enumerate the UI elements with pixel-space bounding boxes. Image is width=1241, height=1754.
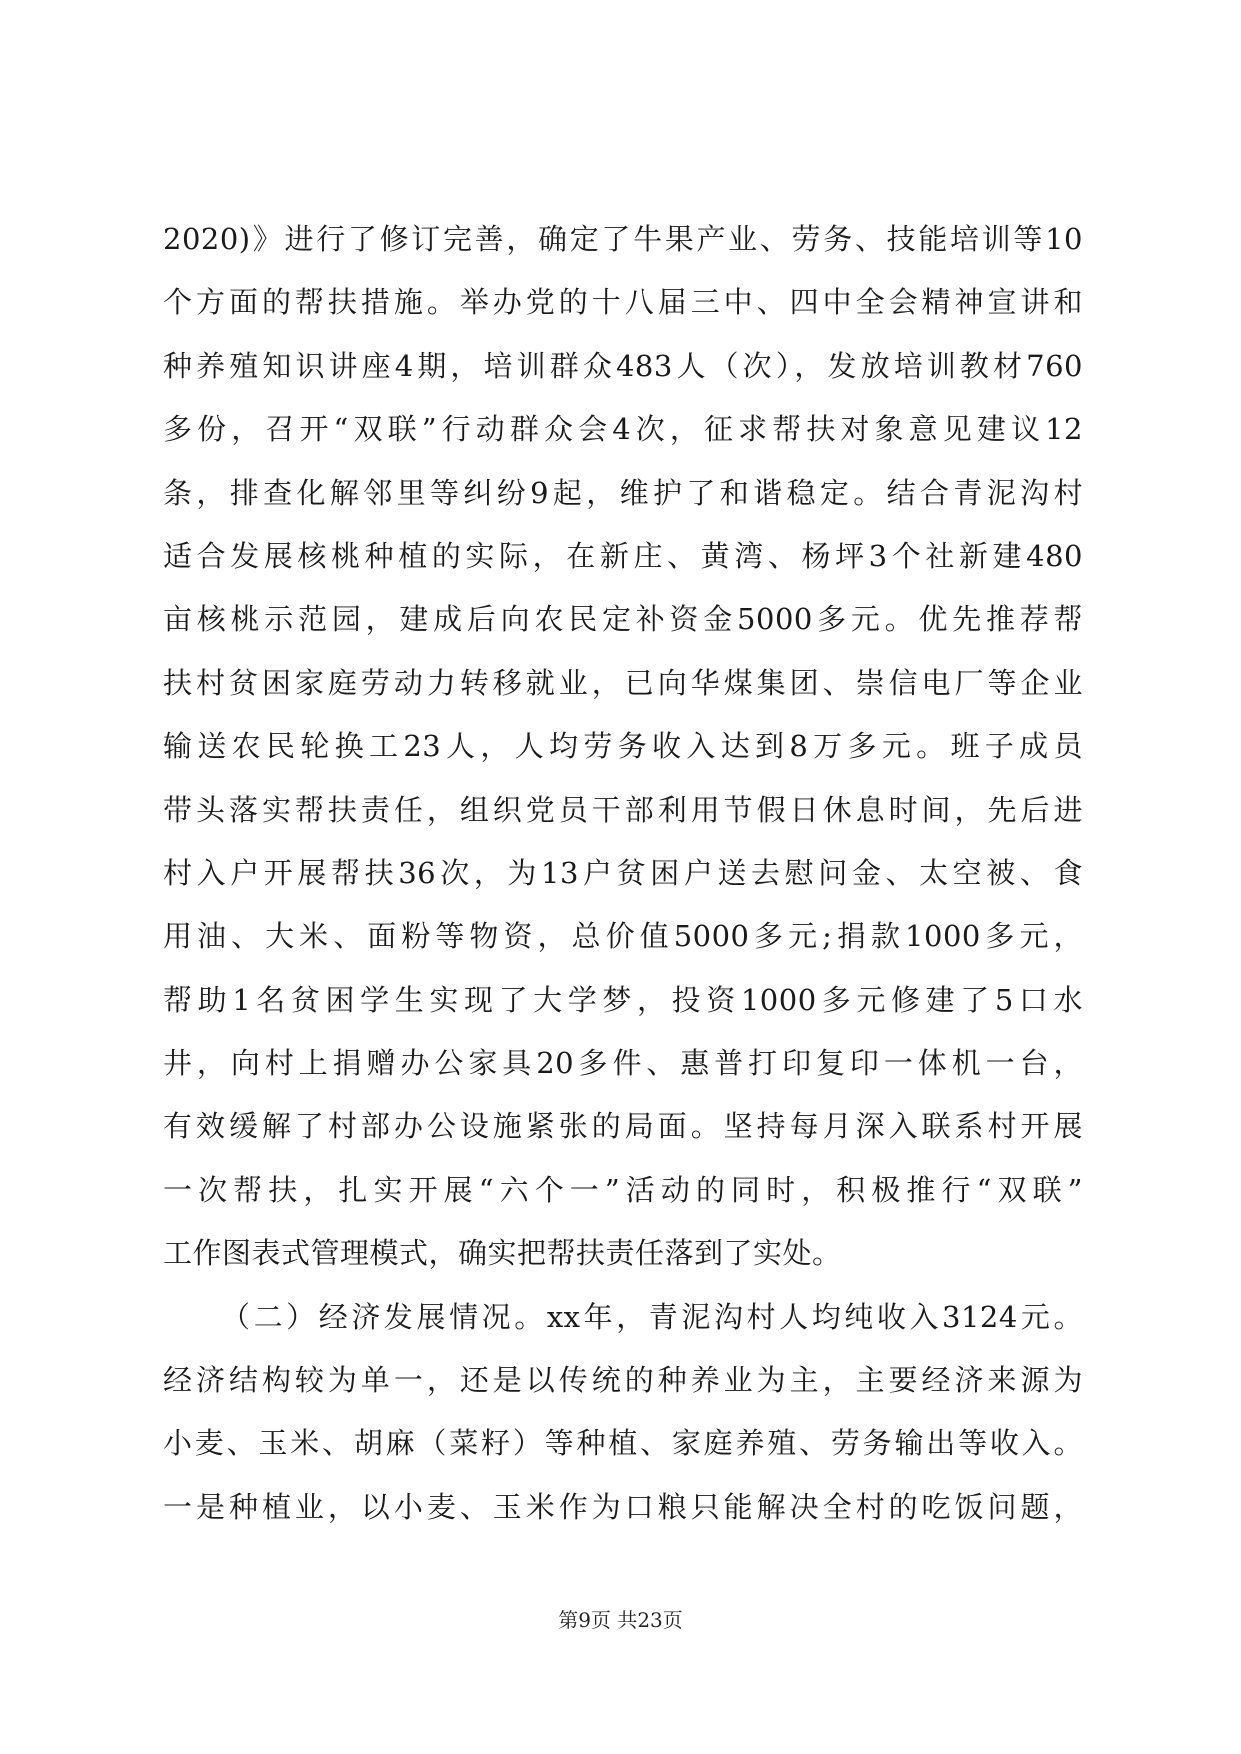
text-line: 帮助1名贫困学生实现了大学梦，投资1000多元修建了5口水 bbox=[163, 982, 1083, 1017]
body-text bbox=[163, 208, 1083, 1539]
text-line: 亩核桃示范园，建成后向农民定补资金5000多元。优先推荐帮 bbox=[163, 602, 1083, 637]
text-line: 小麦、玉米、胡麻（菜籽）等种植、家庭养殖、劳务输出等收入。 bbox=[163, 1426, 1083, 1461]
text-line: 扶村贫困家庭劳动力转移就业，已向华煤集团、崇信电厂等企业 bbox=[163, 665, 1083, 700]
text-line: 个方面的帮扶措施。举办党的十八届三中、四中全会精神宣讲和 bbox=[163, 285, 1083, 320]
text-line: 2020)》进行了修订完善，确定了牛果产业、劳务、技能培训等10 bbox=[163, 222, 1083, 256]
text-line: 井，向村上捐赠办公家具20多件、惠普打印复印一体机一台， bbox=[163, 1046, 1083, 1081]
text-line: 村入户开展帮扶36次，为13户贫困户送去慰问金、太空被、食 bbox=[163, 855, 1083, 890]
text-line: 用油、大米、面粉等物资，总价值5000多元;捐款1000多元， bbox=[163, 919, 1083, 954]
text-line: 种养殖知识讲座4期，培训群众483人（次），发放培训教材760 bbox=[163, 348, 1083, 383]
text-line: 工作图表式管理模式，确实把帮扶责任落到了实处。 bbox=[163, 1236, 842, 1271]
page-number-footer: 第9页 共23页 bbox=[558, 1608, 683, 1632]
text-line: 多份，召开“双联”行动群众会4次，征求帮扶对象意见建议12 bbox=[163, 412, 1083, 447]
text-line: 输送农民轮换工23人，人均劳务收入达到8万多元。班子成员 bbox=[163, 729, 1083, 764]
text-line: 适合发展核桃种植的实际，在新庄、黄湾、杨坪3个社新建480 bbox=[163, 538, 1083, 573]
text-line: 一是种植业，以小麦、玉米作为口粮只能解决全村的吃饭问题， bbox=[163, 1489, 1083, 1524]
text-line: 一次帮扶，扎实开展“六个一”活动的同时，积极推行“双联” bbox=[163, 1172, 1083, 1207]
text-line: 条，排查化解邻里等纠纷9起，维护了和谐稳定。结合青泥沟村 bbox=[163, 475, 1083, 510]
text-line: 有效缓解了村部办公设施紧张的局面。坚持每月深入联系村开展 bbox=[163, 1109, 1083, 1144]
text-line: 带头落实帮扶责任，组织党员干部利用节假日休息时间，先后进 bbox=[163, 792, 1083, 827]
text-line: 经济结构较为单一，还是以传统的种养业为主，主要经济来源为 bbox=[163, 1363, 1083, 1398]
paragraph-start-line: （二）经济发展情况。xx年，青泥沟村人均纯收入3124元。 bbox=[221, 1299, 1083, 1334]
